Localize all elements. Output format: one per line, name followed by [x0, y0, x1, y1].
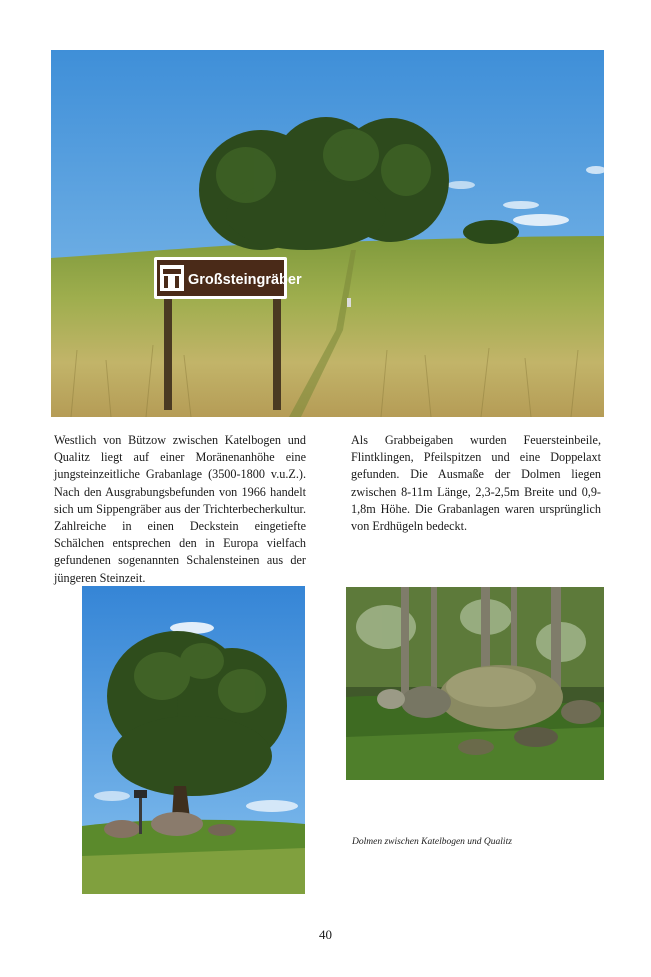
body-text-right — [351, 432, 601, 535]
hill-with-trees-photo — [51, 50, 604, 417]
paragraph-left: Westlich von Bützow zwischen Katelbogen und Qualitz liegt auf einer Moränenanhöhe eine jungsteinzeitliche Grabanlage (3500-1800 v.u.Z.). Nach den Ausgrabungsbefunden von 1966 handelt sich um Sippengräber aus der Trichterbecherkultur. Zahlreiche in einen Deckstein eingetiefte Schälchen entsprechen den in Europa vielfach gefundenen sogenannten Schalensteinen aus der jüngeren Steinzeit. — [54, 433, 306, 585]
page-number: 40 — [319, 927, 332, 942]
dolmen-photo — [346, 587, 604, 780]
lone-tree-photo — [82, 586, 305, 894]
sign-text: Großsteingräber — [188, 272, 302, 288]
body-text-left — [54, 432, 306, 587]
paragraph-right: Als Grabbeigaben wurden Feuersteinbeile, Flintklingen, Pfeilspitzen und eine Doppelaxt gefunden. Die Ausmaße der Dolmen liegen zwischen 8-11m Länge, 2,3-2,5m Breite und 0,9-1,8m Höhe. Die Grabanlagen waren ursprünglich von Erdhügeln bedeckt. — [351, 433, 601, 534]
photo-caption: Dolmen zwischen Katelbogen und Qualitz — [352, 837, 512, 847]
